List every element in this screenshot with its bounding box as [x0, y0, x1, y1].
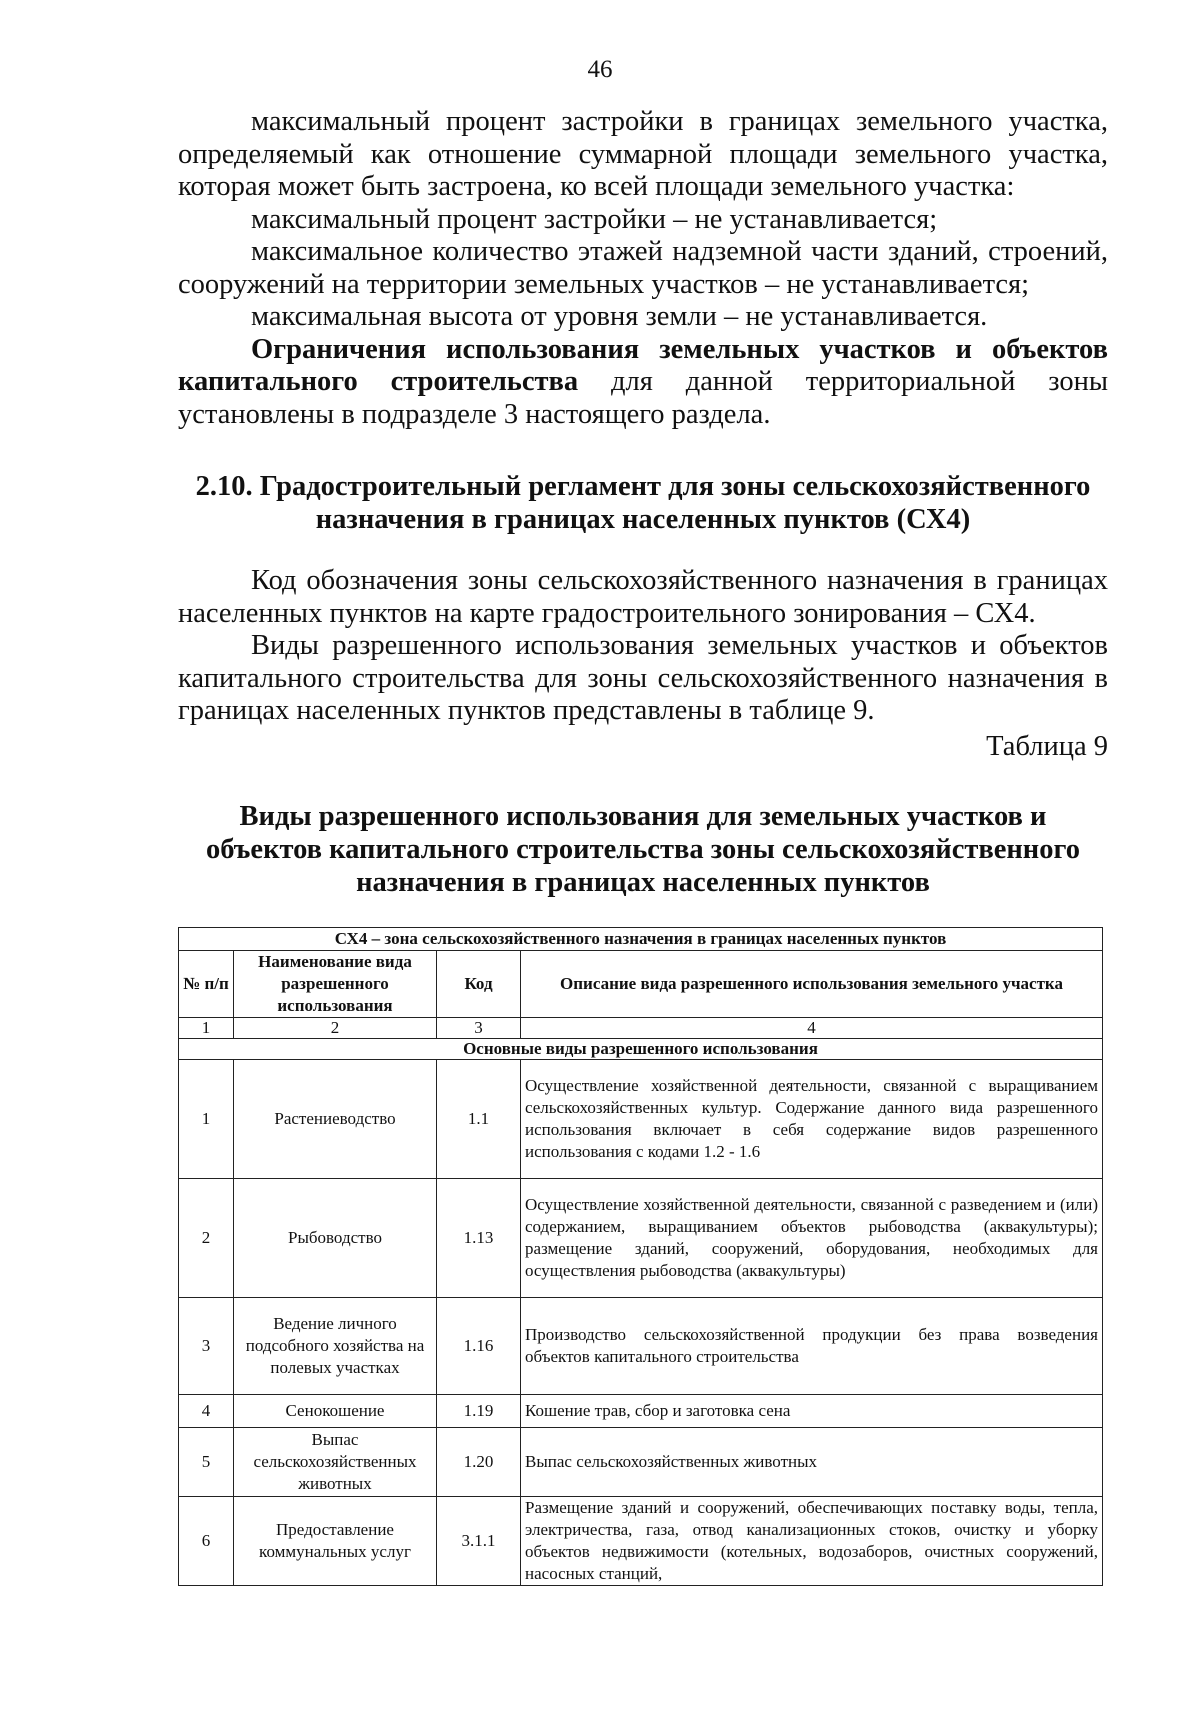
intro-paragraph-3: максимальное количество этажей надземной части зданий, строений, сооружений на территории земельных участков – не устанавливается; — [178, 236, 1108, 300]
col-header-number: № п/п — [179, 951, 234, 1018]
intro-text — [178, 106, 1108, 431]
row-number: 1 — [179, 1060, 234, 1179]
table-title-line-3: назначения в границах населенных пунктов — [356, 867, 930, 898]
col-index-4: 4 — [521, 1018, 1103, 1039]
row-number: 3 — [179, 1298, 234, 1395]
group-main-uses: Основные виды разрешенного использования — [179, 1039, 1103, 1060]
col-index-3: 3 — [437, 1018, 521, 1039]
page-number: 46 — [587, 56, 613, 83]
section-text — [178, 565, 1108, 728]
col-index-1: 1 — [179, 1018, 234, 1039]
table-row — [179, 1428, 1103, 1497]
row-name: Сенокошение — [234, 1395, 437, 1428]
table-row — [179, 1395, 1103, 1428]
table-title-line-1: Виды разрешенного использования для земельных участков и — [239, 801, 1047, 832]
row-code: 3.1.1 — [437, 1497, 521, 1586]
row-name: Рыбоводство — [234, 1179, 437, 1298]
col-header-description: Описание вида разрешенного использования земельного участка — [521, 951, 1103, 1018]
row-number: 5 — [179, 1428, 234, 1497]
restrictions-bold-lead: Ограничения использования земельных участков и объектов капитального строительства — [178, 333, 1108, 397]
row-description: Осуществление хозяйственной деятельности, связанной с выращиванием сельскохозяйственных культур. Содержание данного вида разрешенного использования включает в себя содержание видов разрешенного использования с кодами 1.2 - 1.6 — [521, 1060, 1103, 1179]
zone-header: СХ4 – зона сельскохозяйственного назначения в границах населенных пунктов — [179, 928, 1103, 951]
col-index-2: 2 — [234, 1018, 437, 1039]
row-code: 1.19 — [437, 1395, 521, 1428]
table-title — [178, 800, 1108, 899]
table-row — [179, 1060, 1103, 1179]
row-code: 1.20 — [437, 1428, 521, 1497]
intro-paragraph-4: максимальная высота от уровня земли – не устанавливается. — [251, 301, 988, 332]
table-label: Таблица 9 — [986, 731, 1108, 762]
table-index-row — [179, 1018, 1103, 1039]
section-paragraph-1: Код обозначения зоны сельскохозяйственного назначения в границах населенных пунктов на карте градостроительного зонирования – СХ4. — [178, 565, 1108, 629]
row-number: 2 — [179, 1179, 234, 1298]
intro-paragraph-5 — [178, 334, 1108, 432]
table-row — [179, 1179, 1103, 1298]
table-column-header-row — [179, 951, 1103, 1018]
row-code: 1.1 — [437, 1060, 521, 1179]
restrictions-rest: для данной территориальной зоны установлены в подразделе 3 настоящего раздела. — [178, 366, 1108, 430]
permitted-use-table — [178, 927, 1103, 1586]
row-description: Выпас сельскохозяйственных животных — [521, 1428, 1103, 1497]
row-description: Осуществление хозяйственной деятельности, связанной с разведением и (или) содержанием, выращиванием объектов рыбоводства (аквакультуры); размещение зданий, сооружений, оборудования, необходимых для осуществления рыбоводства (аквакультуры) — [521, 1179, 1103, 1298]
row-number: 6 — [179, 1497, 234, 1586]
col-header-code: Код — [437, 951, 521, 1018]
row-name: Растениеводство — [234, 1060, 437, 1179]
row-number: 4 — [179, 1395, 234, 1428]
section-title-line-2: назначения в границах населенных пунктов (СХ4) — [315, 504, 971, 535]
row-description: Производство сельскохозяйственной продукции без права возведения объектов капитального строительства — [521, 1298, 1103, 1395]
row-name: Выпас сельскохозяйственных животных — [234, 1428, 437, 1497]
intro-paragraph-1: максимальный процент застройки в границах земельного участка, определяемый как отношение суммарной площади земельного участка, которая может быть застроена, ко всей площади земельного участка: — [178, 106, 1108, 202]
section-title — [178, 470, 1108, 536]
row-name: Ведение личного подсобного хозяйства на полевых участках — [234, 1298, 437, 1395]
row-code: 1.16 — [437, 1298, 521, 1395]
table-zone-header-row — [179, 928, 1103, 951]
table-row — [179, 1298, 1103, 1395]
row-code: 1.13 — [437, 1179, 521, 1298]
table-title-line-2: объектов капитального строительства зоны сельскохозяйственного — [206, 834, 1080, 865]
row-description: Кошение трав, сбор и заготовка сена — [521, 1395, 1103, 1428]
table-row — [179, 1497, 1103, 1586]
col-header-name: Наименование вида разрешенного использования — [234, 951, 437, 1018]
intro-paragraph-2: максимальный процент застройки – не устанавливается; — [251, 203, 938, 235]
table-group-row — [179, 1039, 1103, 1060]
row-name: Предоставление коммунальных услуг — [234, 1497, 437, 1586]
section-title-line-1: 2.10. Градостроительный регламент для зоны сельскохозяйственного — [195, 471, 1091, 502]
row-description: Размещение зданий и сооружений, обеспечивающих поставку воды, тепла, электричества, газа, отвод канализационных стоков, очистку и уборку объектов недвижимости (котельных, водозаборов, очистных сооружений, насосных станций, — [521, 1497, 1103, 1586]
section-paragraph-2: Виды разрешенного использования земельных участков и объектов капитального строительства для зоны сельскохозяйственного назначения в границах населенных пунктов представлены в таблице 9. — [178, 630, 1108, 726]
